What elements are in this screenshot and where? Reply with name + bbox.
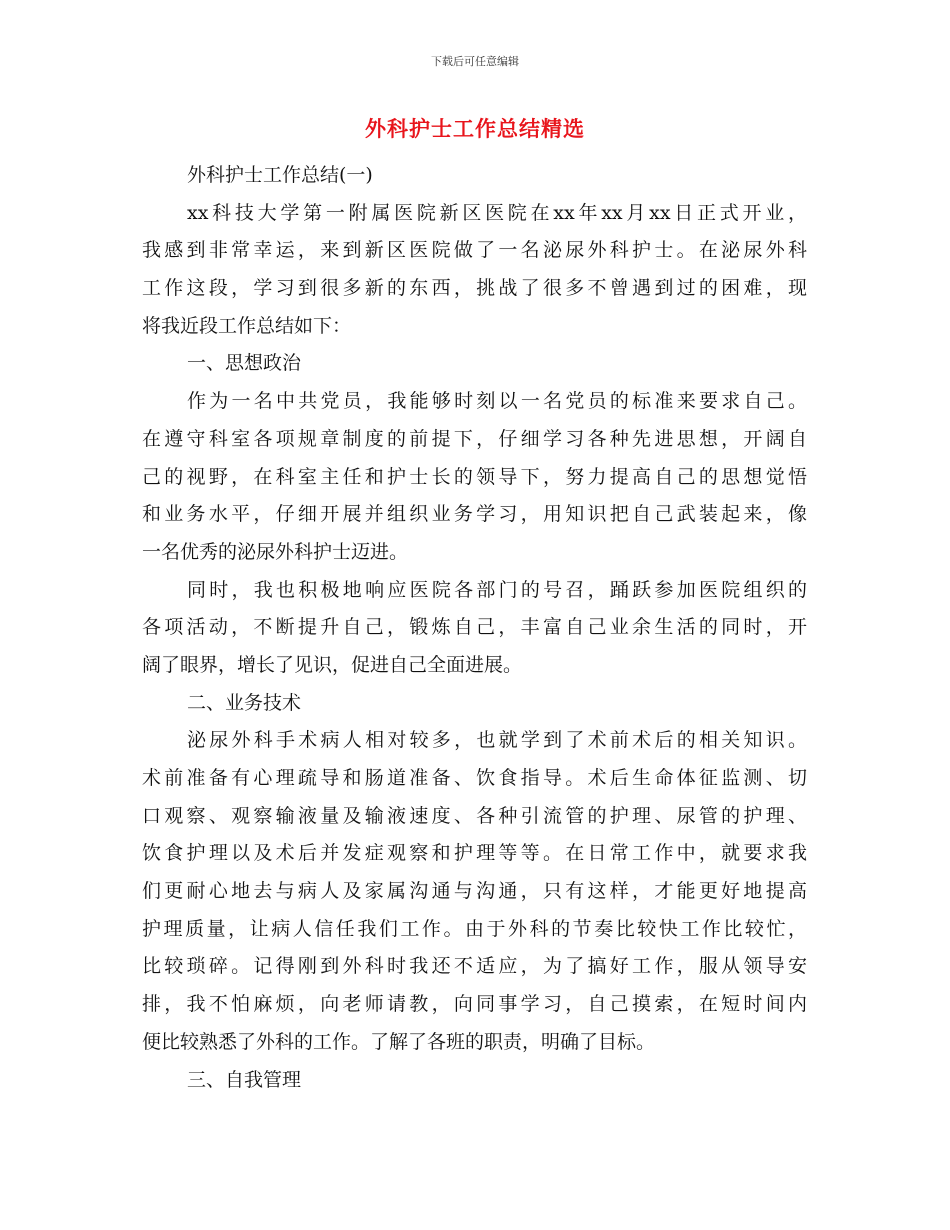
paragraph — [142, 195, 807, 346]
section-heading — [142, 345, 807, 383]
section-heading — [142, 1062, 807, 1100]
text-line: 一、思想政治 — [187, 352, 302, 375]
paragraph — [142, 383, 807, 571]
text-line: 排，我不怕麻烦，向老师请教，向同事学习，自己摸索，在短时间内 — [142, 993, 807, 1016]
text-line: 口观察、观察输液量及输液速度、各种引流管的护理、尿管的护理、 — [142, 804, 807, 827]
paragraph — [142, 572, 807, 685]
text-line: 饮食护理以及术后并发症观察和护理等等。在日常工作中，就要求我 — [142, 842, 807, 865]
document-body — [142, 157, 807, 1099]
text-line: 工作这段，学习到很多新的东西，挑战了很多不曾遇到过的困难，现 — [142, 277, 807, 300]
text-line: 将我近段工作总结如下： — [142, 314, 352, 337]
paragraph — [142, 722, 807, 1061]
text-line: 二、业务技术 — [187, 691, 302, 714]
text-line: 各项活动，不断提升自己，锻炼自己，丰富自己业余生活的同时，开 — [142, 616, 807, 639]
text-line: 阔了眼界，增长了见识，促进自己全面进展。 — [142, 653, 523, 676]
text-line: 在遵守科室各项规章制度的前提下，仔细学习各种先进思想，开阔自 — [142, 427, 807, 450]
text-line: 比较琐碎。记得刚到外科时我还不适应，为了搞好工作，服从领导安 — [142, 955, 807, 978]
text-line: xx科技大学第一附属医院新区医院在xx年xx月xx日正式开业， — [187, 201, 807, 224]
text-line: 术前准备有心理疏导和肠道准备、饮食指导。术后生命体征监测、切 — [142, 767, 807, 789]
text-line: 同时，我也积极地响应医院各部门的号召，踊跃参加医院组织的 — [187, 578, 807, 601]
text-line: 我感到非常幸运，来到新区医院做了一名泌尿外科护士。在泌尿外科 — [142, 239, 807, 262]
header-note: 下载后可任意编辑 — [431, 55, 519, 68]
text-line: 三、自我管理 — [187, 1068, 302, 1091]
text-line: 护理质量，让病人信任我们工作。由于外科的节奏比较快工作比较忙， — [142, 917, 807, 940]
section-heading — [142, 157, 807, 195]
text-line: 外科护士工作总结(一) — [187, 164, 373, 186]
document-title: 外科护士工作总结精选 — [365, 117, 585, 141]
text-line: 泌尿外科手术病人相对较多，也就学到了术前术后的相关知识。 — [187, 729, 807, 752]
text-line: 们更耐心地去与病人及家属沟通与沟通，只有这样，才能更好地提高 — [142, 880, 807, 903]
text-line: 作为一名中共党员，我能够时刻以一名党员的标准来要求自己。 — [187, 390, 807, 413]
text-line: 和业务水平，仔细开展并组织业务学习，用知识把自己武装起来，像 — [142, 503, 807, 526]
text-line: 便比较熟悉了外科的工作。了解了各班的职责，明确了目标。 — [142, 1030, 656, 1053]
section-heading — [142, 685, 807, 723]
text-line: 己的视野，在科室主任和护士长的领导下，努力提高自己的思想觉悟 — [142, 465, 807, 488]
text-line: 一名优秀的泌尿外科护士迈进。 — [142, 540, 409, 563]
